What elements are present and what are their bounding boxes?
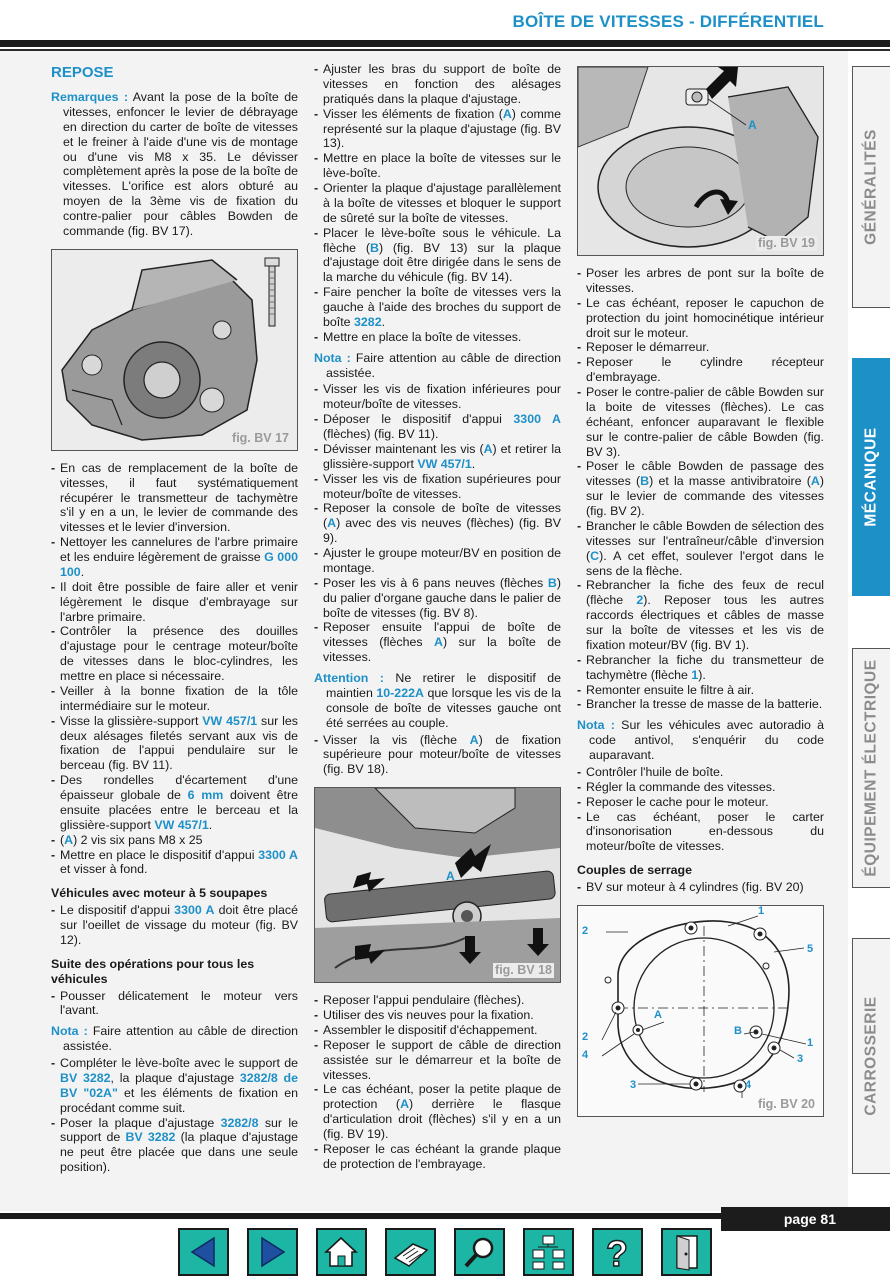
list-item-text: Brancher la tresse de masse de la batterie. (586, 697, 823, 712)
reference-code: 2 (636, 593, 644, 608)
list-item-text: Le cas échéant, poser la petite plaque de protection ( (323, 1082, 561, 1112)
callout-a: A (748, 118, 757, 132)
list-item-text: Reposer l'appui pendulaire (flèches). (323, 993, 525, 1008)
list-item (51, 1056, 298, 1116)
list-item-text: ) (fig. BV 13) sur la plaque d'ajustage doit être dirigée dans le sens de la marche du véhicule (fig. BV 14). (323, 240, 561, 285)
list-col3-b (577, 765, 824, 854)
subheading-5-valves: Véhicules avec moteur à 5 soupapes (51, 886, 268, 901)
list-item (51, 461, 298, 535)
list-col2-b (314, 382, 561, 665)
list-item-text: Utiliser des vis neuves pour la fixation. (323, 1008, 534, 1022)
list-item-text: ). (698, 667, 706, 682)
list-item-text: Contrôler la présence des douilles d'ajustage pour le centrage moteur/boîte de vitesses dans le bloc-cylindres, les mettre en place si nécessaire. (60, 624, 298, 683)
attention-text: Ne retirer le dispositif de maintien (326, 671, 562, 700)
reference-code: A (502, 106, 512, 121)
tab-label: ÉQUIPEMENT ÉLECTRIQUE (862, 659, 880, 877)
list-item (51, 989, 298, 1019)
figure-bv19 (577, 66, 824, 256)
figure-bv18 (314, 787, 561, 983)
list-item-text: Placer le lève-boîte sous le véhicule. La flèche ( (323, 225, 561, 255)
list-col3-c (577, 880, 824, 895)
list-item-text: Visse la glissière-support (60, 713, 203, 728)
list-item-text: ) comme représenté sur la plaque d'ajustage (fig. BV 13). (323, 106, 561, 151)
list-item (51, 624, 298, 684)
callout-2: 2 (582, 924, 589, 937)
subheading-torques: Couples de serrage (577, 863, 693, 878)
reference-code: 1 (691, 667, 699, 682)
list-item-text: ( (60, 832, 65, 847)
list-item-text: Visser la vis (flèche (323, 732, 470, 747)
list-item (314, 107, 561, 152)
reference-code: BV 3282 (60, 1070, 111, 1085)
list-item (51, 1116, 298, 1176)
list-col1-a (51, 461, 298, 878)
list-item (314, 733, 561, 778)
column-1 (51, 62, 298, 1175)
list-item-text: . (208, 817, 213, 832)
list-item-text: ) et la masse antivibratoire ( (649, 474, 811, 489)
reference-code: VW 457/1 (202, 713, 258, 728)
nota-label: Nota : (314, 350, 351, 365)
list-item-text: Le dispositif d'appui (60, 903, 175, 918)
attention-label: Attention : (314, 671, 384, 685)
list-item-text: ). Reposer tous les autres raccords électriques et câbles de masse sur la boîte de vitesses et les vis de fixation moteur/BV (fig. BV 1). (586, 593, 824, 652)
list-item-text: Orienter la plaque d'ajustage parallèlement à la boîte de vitesses et bloquer le support de sûreté sur la boîte de vitesses. (323, 181, 561, 225)
nota-label: Nota : (577, 718, 615, 733)
list-item-text: Compléter le lève-boîte avec le support de (60, 1056, 298, 1070)
reference-code: B (369, 240, 379, 255)
list-item (51, 848, 298, 878)
exit-icon (663, 1230, 710, 1274)
list-col1-d (51, 1056, 298, 1175)
list-item-text: ) du palier d'organe gauche dans le palier de boîte de vitesses (fig. BV 8). (323, 575, 561, 620)
list-col2-c (314, 733, 561, 778)
previous-page-button[interactable] (178, 1228, 229, 1276)
column-3 (577, 62, 824, 1127)
reference-code: A (469, 732, 479, 747)
list-item (51, 833, 298, 848)
callout-a: A (446, 869, 455, 884)
next-page-button[interactable] (247, 1228, 298, 1276)
list-item-text: Assembler le dispositif d'échappement. (323, 1022, 538, 1037)
list-item (51, 535, 298, 580)
reference-code: B (640, 474, 650, 489)
list-item-text: Poser les arbres de pont sur la boîte de vitesses. (586, 266, 824, 295)
tab-label: CARROSSERIE (862, 996, 880, 1116)
help-button[interactable] (592, 1228, 643, 1276)
sitemap-button[interactable] (523, 1228, 574, 1276)
list-item-text: Mettre en place la boîte de vitesses. (323, 329, 522, 344)
list-item-text: Reposer le cylindre récepteur d'embrayage. (586, 355, 824, 385)
svg-text:?: ? (606, 1233, 628, 1274)
list-item-text: Reposer le démarreur. (586, 340, 710, 355)
list-item-text: Visser les vis de fixation supérieures pour moteur/boîte de vitesses. (323, 471, 561, 501)
list-item (577, 266, 824, 296)
list-item-text: Nettoyer les cannelures de l'arbre primaire et les enduire légèrement de graisse (60, 535, 298, 564)
list-item-text: Déposer le dispositif d'appui (323, 412, 514, 427)
figure-bv17 (51, 249, 298, 451)
list-item-text: Ajuster le groupe moteur/BV en position de montage. (323, 546, 561, 575)
list-item-text: Faire pencher la boîte de vitesses vers la gauche à l'aide des broches du support de boîte (323, 285, 561, 329)
list-item-text: Poser la plaque d'ajustage (60, 1115, 221, 1130)
list-item-text: Le cas échéant, poser le carter d'insonorisation en-dessous du moteur/boîte de vitesses. (586, 809, 824, 854)
nota-note (51, 1024, 298, 1054)
list-item-text: et visser à fond. (60, 862, 148, 877)
list-item-text: Visser les vis de fixation inférieures pour moteur/boîte de vitesses. (323, 382, 561, 412)
search-button[interactable] (454, 1228, 505, 1276)
list-item (577, 296, 824, 341)
list-item-text: doit être placé sur l'oeillet de vissage du moteur (fig. BV 12). (60, 903, 298, 947)
list-item-text: Veiller à la bonne fixation de la tôle intermédiaire sur le moteur. (60, 683, 298, 713)
list-item (314, 993, 561, 1008)
attention-note (314, 671, 561, 731)
callout-3: 3 (797, 1052, 804, 1065)
list-item-text: Reposer la console de boîte de vitesses ( (323, 501, 561, 531)
list-item (314, 1142, 561, 1172)
list-item-text: Reposer ensuite l'appui de boîte de vitesses (flèches (323, 620, 561, 650)
flange-illustration (578, 67, 823, 255)
search-icon (456, 1230, 503, 1274)
list-item (314, 382, 561, 412)
reference-code: 3300 A (258, 847, 298, 862)
callout-1b: 1 (807, 1036, 814, 1049)
list-item (314, 226, 561, 286)
list-item-text: BV sur moteur à 4 cylindres (fig. BV 20) (586, 880, 804, 894)
list-item-text: Contrôler l'huile de boîte. (586, 764, 724, 779)
list-item-text: Brancher le câble Bowden de sélection des vitesses sur l'entraîneur/câble d'inversion ( (586, 518, 824, 563)
callout-2b: 2 (582, 1030, 589, 1043)
tab-label: GÉNÉRALITÉS (862, 129, 880, 245)
nota-text: Sur les véhicules avec autoradio à code antivol, s'enquérir du code auparavant. (589, 718, 824, 762)
list-item-text: Poser les vis à 6 pans neuves (flèches (323, 575, 548, 590)
list-col2-d (314, 993, 561, 1172)
print-button[interactable] (385, 1228, 436, 1276)
remarques-label: Remarques : (51, 90, 129, 104)
list-col1-c (51, 989, 298, 1019)
list-item-text: Poser le câble Bowden de passage des vitesses ( (586, 459, 824, 489)
reference-code: BV 3282 (125, 1130, 176, 1145)
nota-text: Faire attention au câble de direction assistée. (63, 1024, 298, 1054)
list-item (577, 385, 824, 459)
nota-note (314, 351, 561, 381)
list-item-text: , la plaque d'ajustage (110, 1070, 240, 1085)
list-item (577, 519, 824, 579)
list-item (51, 714, 298, 774)
list-item-text: ) de fixation supérieure pour moteur/boîte de vitesses (fig. BV 18). (323, 732, 561, 777)
gearbox-illustration (52, 250, 297, 450)
tab-carrosserie[interactable] (852, 938, 890, 1174)
callout-5: 5 (807, 942, 814, 955)
list-item-text: Ajuster les bras du support de boîte de vitesses en fonction des alésages pratiqués dans la plaque d'ajustage. (323, 62, 561, 106)
reference-code: A (327, 516, 337, 531)
list-item (577, 780, 824, 795)
list-item-text: et les éléments de fixation en procédant comme suit. (60, 1085, 298, 1115)
list-item-text: . (80, 564, 85, 579)
list-item-text: . (471, 456, 476, 471)
callout-3b: 3 (630, 1078, 637, 1091)
list-item-text: . (381, 314, 386, 329)
reference-code: 3300 A (513, 412, 561, 427)
list-item-text: ) sur le levier de commande des vitesses (fig. BV 2). (586, 474, 825, 518)
callout-4b: 4 (745, 1078, 752, 1091)
list-item (314, 285, 561, 330)
list-item-text: Rebrancher la fiche des feux de recul (flèche (586, 578, 824, 608)
list-item (314, 1082, 561, 1142)
printer-icon (387, 1230, 434, 1274)
reference-code: A (64, 832, 74, 847)
reference-code: C (590, 548, 600, 563)
list-item (314, 1008, 561, 1023)
reference-code: A (400, 1097, 410, 1112)
list-item-text: ) avec des vis neuves (flèches) (fig. BV 9). (323, 516, 561, 546)
reference-code: A (483, 441, 493, 456)
list-item-text: En cas de remplacement de la boîte de vitesses, il faut systématiquement récupérer le transmetteur de tachymètre s'il y en a un, le levier de commande des vitesses et le levier d'inversion. (60, 460, 298, 535)
list-item (314, 330, 561, 345)
list-item (314, 62, 561, 107)
reference-code: A (810, 474, 820, 489)
figure-bv18-label: fig. BV 18 (495, 963, 552, 978)
attention-text: que lorsque les vis de la console de boîte de vitesses gauche ont été serrées au couple. (326, 685, 561, 730)
list-item-text: Reposer le cache pour le moteur. (586, 794, 769, 809)
list-item-text: ). A cet effet, soulever l'ergot dans le sens de la flèche. (586, 548, 824, 578)
list-item (51, 773, 298, 833)
sitemap-icon (525, 1230, 572, 1274)
list-item-text: Mettre en place la boîte de vitesses sur le lève-boîte. (323, 151, 561, 181)
list-item-text: Il doit être possible de faire aller et venir légèrement le disque d'embrayage sur l'arbre primaire. (60, 579, 298, 624)
list-item (314, 472, 561, 502)
figure-bv19-label: fig. BV 19 (758, 236, 815, 250)
reference-code: VW 457/1 (154, 817, 209, 832)
reference-code: VW 457/1 (417, 456, 472, 471)
header-rule (0, 40, 890, 47)
list-item (314, 442, 561, 472)
list-col2-a (314, 62, 561, 345)
list-item (314, 151, 561, 181)
tab-label: MÉCANIQUE (862, 427, 880, 527)
list-item (577, 340, 824, 355)
bolt-pattern-diagram (578, 906, 823, 1116)
list-item-text: Visser les éléments de fixation ( (323, 106, 503, 121)
list-item (314, 576, 561, 621)
list-item (577, 880, 824, 895)
figure-bv20-label: fig. BV 20 (758, 1096, 815, 1111)
list-item (51, 580, 298, 625)
reference-code: G 000 100 (60, 550, 298, 579)
engine-mount-illustration (315, 788, 560, 982)
nota-text: Faire attention au câble de direction assistée. (326, 350, 561, 380)
list-item (314, 620, 561, 665)
list-item (577, 578, 824, 652)
list-item-text: (flèches) (fig. BV 11). (323, 427, 439, 441)
list-item-text: Pousser délicatement le moteur vers l'avant. (60, 988, 298, 1018)
arrow-left-icon (180, 1230, 227, 1274)
exit-button[interactable] (661, 1228, 712, 1276)
callout-b: B (734, 1024, 742, 1037)
reference-code: 3300 A (174, 903, 215, 918)
remarques-text: Avant la pose de la boîte de vitesses, enfoncer le levier de débrayage en direction du carter de boîte de vitesses et le freiner à l'aide d'une vis de montage ou d'une vis M8 x 35. Le dévisser complètement après la pose de la boîte de vitesses. L'orifice est alors obturé au moyen de la 3ème vis de fixation du contre-palier pour câbles Bowden de commande (fig. BV 17). (63, 90, 298, 238)
list-item-text: ) 2 vis six pans M8 x 25 (73, 832, 203, 847)
list-item (577, 810, 824, 855)
list-col3-a (577, 266, 824, 712)
home-icon (318, 1230, 365, 1274)
list-col1-b (51, 903, 298, 948)
tab-equipement-electrique[interactable] (852, 648, 890, 888)
reference-code: 6 mm (187, 788, 224, 802)
column-2 (314, 62, 561, 1172)
nota-label: Nota : (51, 1024, 88, 1039)
reference-code: 3282/8 de BV "02A" (60, 1070, 298, 1100)
list-item-text: Remonter ensuite le filtre à air. (586, 682, 755, 697)
list-item-text: Rebrancher la fiche du transmetteur de tachymètre (flèche (586, 652, 824, 682)
tab-generalites[interactable] (852, 66, 890, 308)
reference-code: A (434, 635, 443, 650)
figure-bv17-label: fig. BV 17 (232, 430, 289, 445)
list-item-text: sur les deux alésages filetés servant aux vis de fixation de l'appui pendulaire sur le berceau (fig. BV 11). (60, 713, 298, 773)
nota-note (577, 718, 824, 763)
list-item (314, 181, 561, 226)
list-item (314, 1038, 561, 1083)
list-item-text: ) sur la boîte de vitesses. (323, 635, 562, 665)
list-item-text: Reposer le cas échéant la grande plaque de protection de l'embrayage. (323, 1141, 561, 1171)
callout-4: 4 (582, 1048, 589, 1061)
list-item-text: ) derrière le flasque d'articulation droit (flèches) s'il y en a un (fig. BV 19). (323, 1097, 561, 1141)
list-item-text: sur le support de (60, 1115, 298, 1145)
list-item (577, 795, 824, 810)
subheading-all-vehicles: Suite des opérations pour tous les véhicules (51, 956, 255, 986)
list-item (314, 412, 561, 442)
callout-a: A (654, 1008, 662, 1021)
page-header-title: BOÎTE DE VITESSES - DIFFÉRENTIEL (512, 12, 824, 31)
list-item-text: Poser le contre-palier de câble Bowden sur la boite de vitesses (flèches). Le cas échéant, enfoncer auparavant le flexible sur le contre-palier de câble Bowden (fig. BV 3). (586, 385, 824, 459)
list-item (314, 1023, 561, 1038)
section-heading: REPOSE (51, 64, 114, 81)
list-item-text: Le cas échéant, reposer le capuchon de protection du joint homocinétique intérieur droit sur le moteur. (586, 295, 824, 340)
list-item (51, 684, 298, 714)
list-item-text: Régler la commande des vitesses. (586, 779, 776, 794)
list-item-text: (la plaque d'ajustage ne peut être placée que dans une seule position). (60, 1130, 298, 1175)
list-item-text: Reposer le support de câble de direction assistée sur le démarreur et la boîte de vitesses. (323, 1037, 561, 1082)
list-item (577, 683, 824, 698)
list-item (577, 459, 824, 519)
reference-code: B (547, 575, 557, 590)
remarques-note (51, 90, 298, 239)
figure-bv20 (577, 905, 824, 1117)
home-button[interactable] (316, 1228, 367, 1276)
reference-code: 3282/8 (220, 1115, 259, 1130)
list-item-text: Dévisser maintenant les vis ( (323, 441, 484, 456)
list-item (314, 546, 561, 576)
list-item (577, 653, 824, 683)
arrow-right-icon (249, 1230, 296, 1274)
reference-code: 3282 (354, 314, 382, 329)
page-number: page 81 (721, 1207, 890, 1231)
list-item-text: Des rondelles d'écartement d'une épaisseur globale de (60, 773, 298, 802)
tab-mecanique[interactable] (852, 358, 890, 596)
list-item-text: ) et retirer la glissière-support (323, 441, 561, 471)
list-item (51, 903, 298, 948)
list-item-text: doivent être ensuite placées entre le berceau et la glissière-support (60, 788, 298, 832)
callout-1: 1 (758, 905, 765, 917)
list-item (577, 355, 824, 385)
list-item-text: Mettre en place le dispositif d'appui (60, 847, 259, 862)
list-item (577, 765, 824, 780)
reference-code: 10-222A (376, 685, 424, 700)
list-item (577, 697, 824, 712)
help-icon (594, 1230, 641, 1274)
list-item (314, 501, 561, 546)
